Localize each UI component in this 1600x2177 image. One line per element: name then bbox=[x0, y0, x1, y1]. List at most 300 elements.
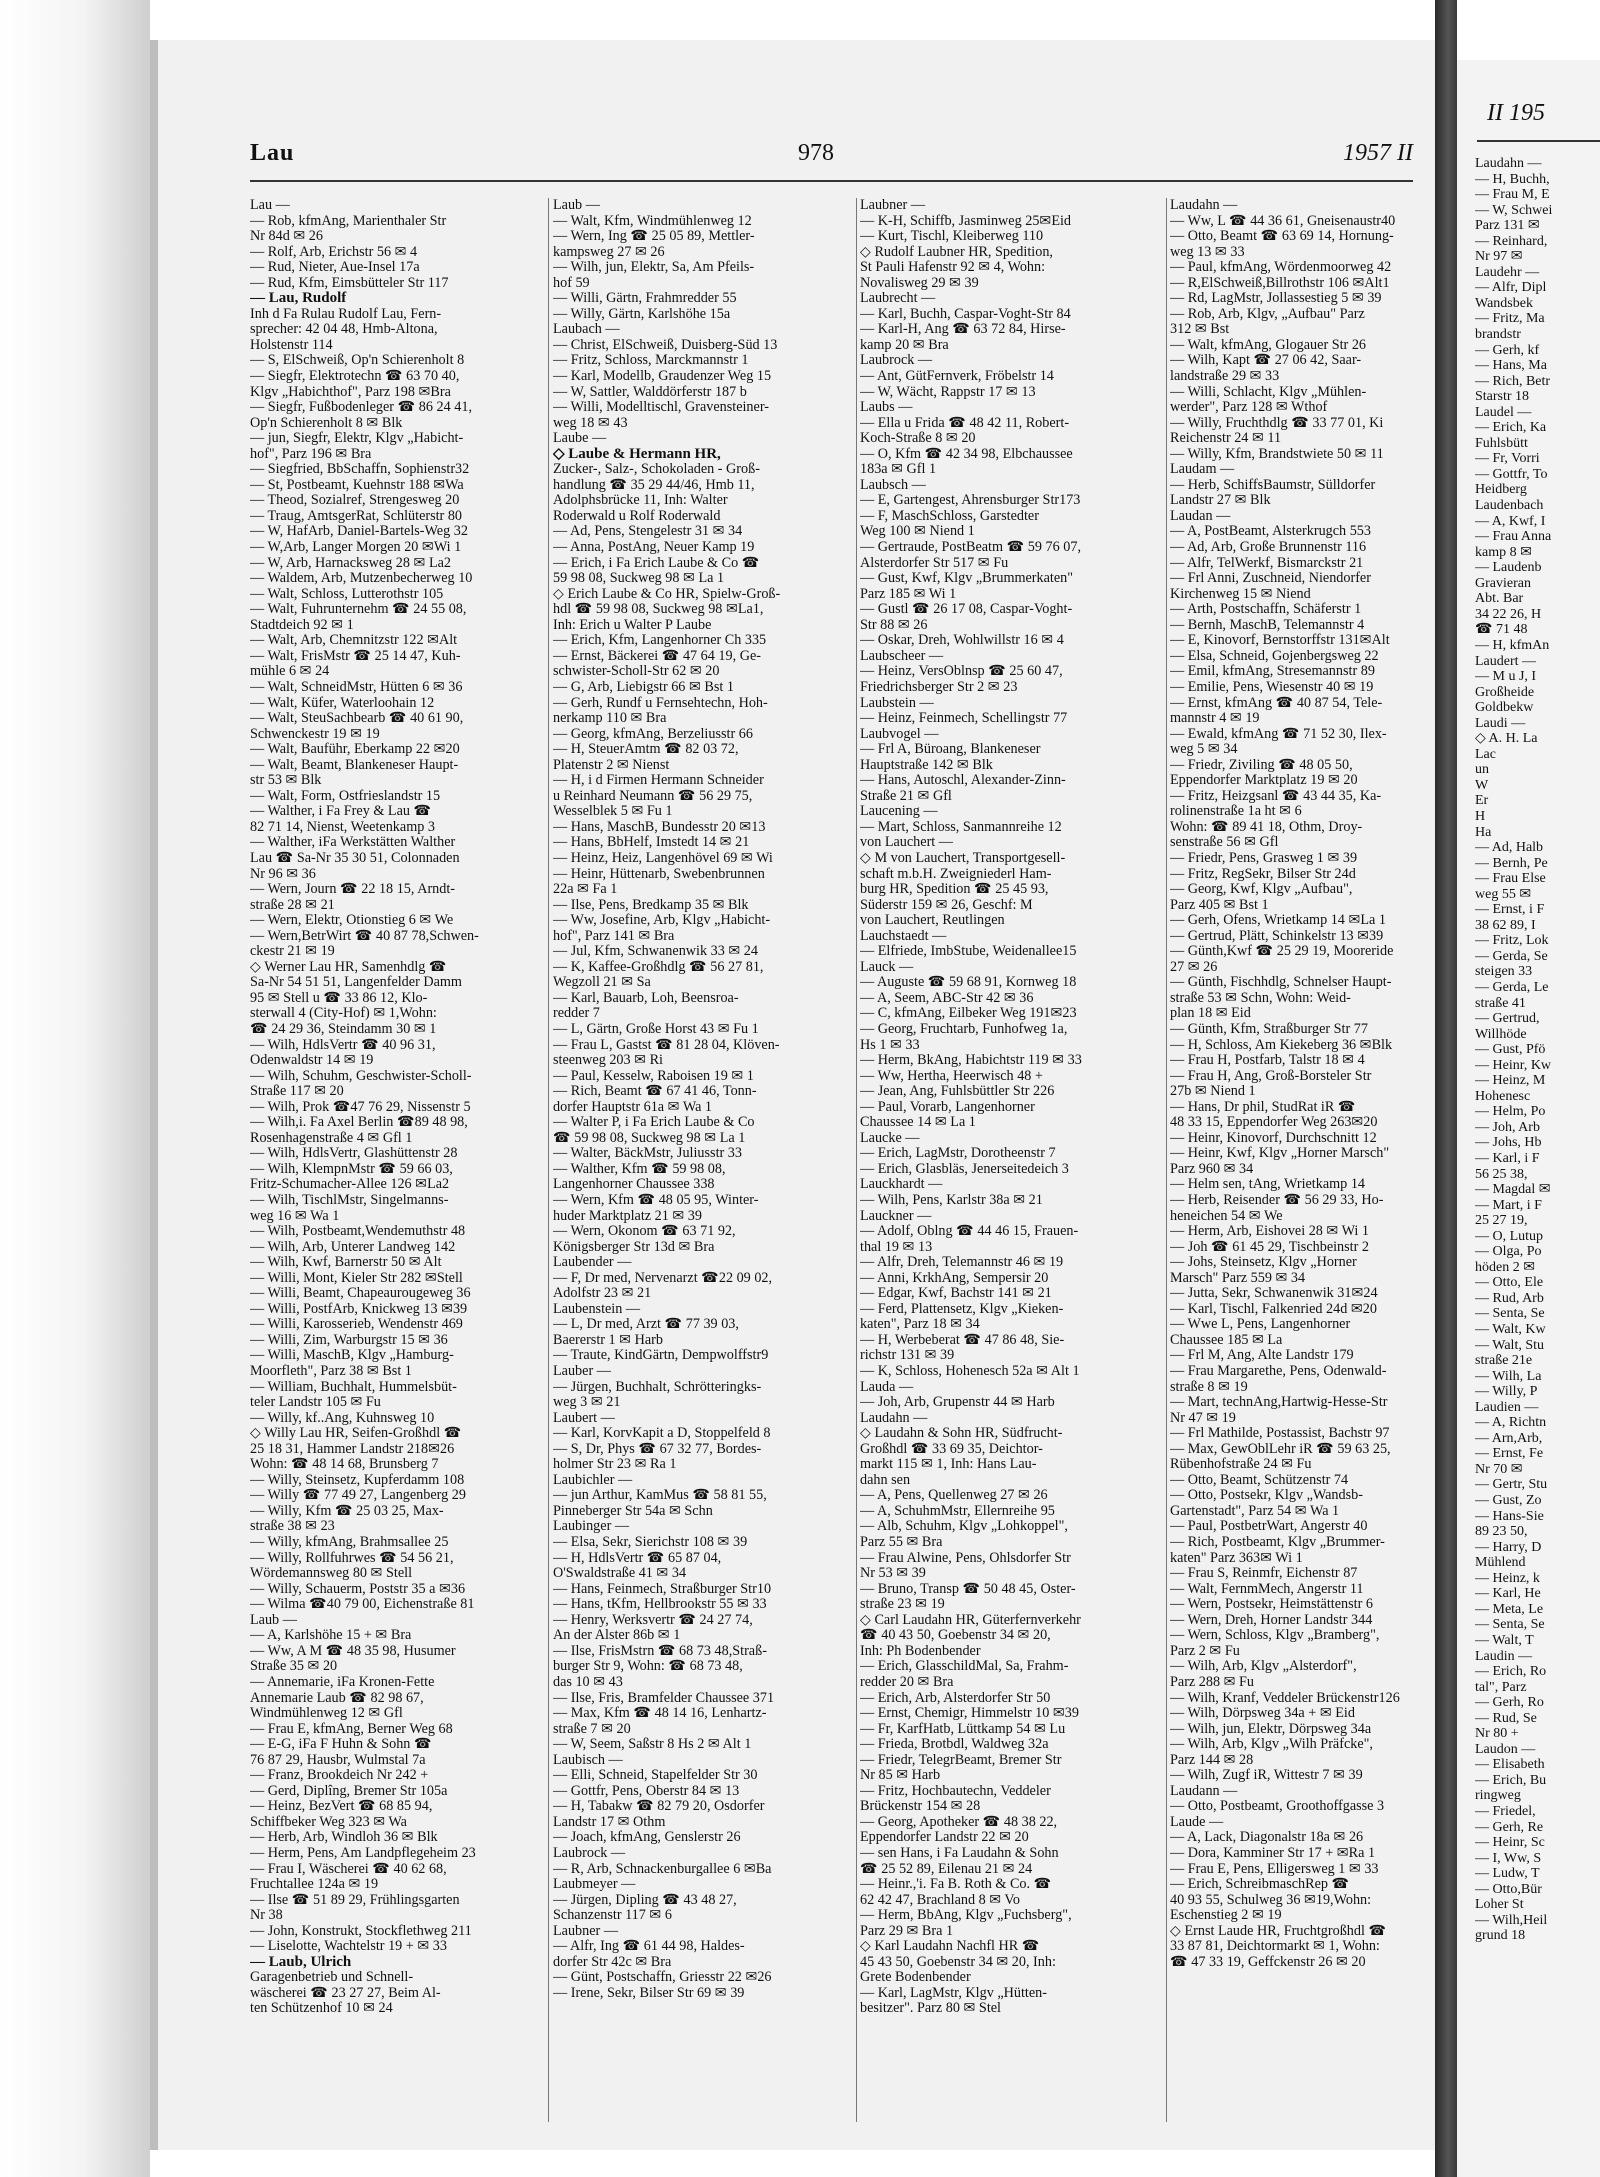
directory-entry-line: Lau — bbox=[250, 198, 290, 213]
directory-entry-line: ◇ Laudahn & Sohn HR, Südfrucht- bbox=[860, 1425, 1063, 1442]
facing-entry-line: Goldbekw bbox=[1475, 700, 1534, 716]
facing-entry-line: — Gertr, Stu bbox=[1475, 1477, 1548, 1493]
directory-entry-line: — H, Schloss, Am Kiekeberg 36 ✉Blk bbox=[1170, 1036, 1393, 1053]
directory-entry-line: Laubvogel — bbox=[860, 725, 939, 742]
directory-entry-line: richstr 131 ✉ 39 bbox=[860, 1347, 955, 1364]
directory-entry-line: — Otto, Beamt ☎ 63 69 14, Hornung- bbox=[1170, 228, 1394, 245]
directory-entry-line: — Ww, Josefine, Arb, Klgv „Habicht- bbox=[553, 912, 771, 929]
facing-entry-line: Gravieran bbox=[1475, 575, 1531, 591]
directory-entry-line: Str 88 ✉ 26 bbox=[860, 616, 928, 633]
directory-entry-line: — H, SteuerAmtm ☎ 82 03 72, bbox=[553, 741, 739, 758]
directory-entry-line: — Heinz, VersOblnsp ☎ 25 60 47, bbox=[860, 663, 1063, 680]
directory-entry-line: — Walt, SteuSachbearb ☎ 40 61 90, bbox=[250, 710, 464, 727]
directory-entry-line: — Frau E, kfmAng, Berner Weg 68 bbox=[250, 1720, 453, 1737]
directory-entry-line: Nr 85 ✉ Harb bbox=[860, 1767, 941, 1784]
facing-entry-line: 34 22 26, H bbox=[1475, 606, 1542, 622]
directory-entry-line: Hauptstraße 142 ✉ Blk bbox=[860, 756, 993, 773]
directory-entry-line: ◇ Werner Lau HR, Samenhdlg ☎ bbox=[250, 958, 447, 975]
directory-entry-line: Laubender — bbox=[553, 1254, 632, 1271]
directory-entry-line: — Willy, Kfm ☎ 25 03 25, Max- bbox=[250, 1502, 444, 1519]
directory-entry-line: — Paul, Kesselw, Raboisen 19 ✉ 1 bbox=[553, 1067, 754, 1084]
directory-entry-line: — Willy, Kfm, Brandstwiete 50 ✉ 11 bbox=[1170, 445, 1384, 462]
directory-entry-line: — Ferd, Plattensetz, Klgv „Kieken- bbox=[860, 1300, 1064, 1317]
directory-entry-line: — H, Tabakw ☎ 82 79 20, Osdorfer bbox=[553, 1798, 765, 1815]
directory-entry-line: weg 5 ✉ 34 bbox=[1170, 741, 1238, 758]
facing-entry-line: — Meta, Le bbox=[1475, 1601, 1544, 1617]
directory-entry-line: Fruchtallee 124a ✉ 19 bbox=[250, 1876, 379, 1893]
directory-entry-line: — Alfr, TelWerkf, Bismarckstr 21 bbox=[1170, 554, 1364, 571]
directory-entry-line: — A, Karlshöhe 15 + ✉ Bra bbox=[250, 1627, 412, 1644]
facing-entry-line: Nr 80 + bbox=[1475, 1726, 1519, 1742]
directory-entry-line: — Hans, Feinmech, Straßburger Str10 bbox=[553, 1580, 772, 1597]
directory-entry-line: — Ewald, kfmAng ☎ 71 52 30, Ilex- bbox=[1170, 725, 1387, 742]
directory-entry-line: — Frl Mathilde, Postassist, Bachstr 97 bbox=[1170, 1425, 1390, 1442]
directory-entry-line: — Wern, Journ ☎ 22 18 15, Arndt- bbox=[250, 881, 456, 898]
directory-entry-line: straße 23 ✉ 19 bbox=[860, 1596, 945, 1613]
directory-entry-line: — Karl-H, Ang ☎ 63 72 84, Hirse- bbox=[860, 321, 1066, 338]
facing-entry-line: — Walt, T bbox=[1475, 1632, 1534, 1648]
directory-entry-line: — Herm, BkAng, Habichtstr 119 ✉ 33 bbox=[860, 1052, 1082, 1069]
directory-entry-line: Laubichler — bbox=[553, 1471, 633, 1488]
directory-entry-line: — Jul, Kfm, Schwanenwik 33 ✉ 24 bbox=[553, 943, 758, 960]
directory-entry-line: sterwall 4 (City-Hof) ✉ 1,Wohn: bbox=[250, 1005, 437, 1022]
facing-entry-line: — Elisabeth bbox=[1475, 1757, 1545, 1773]
facing-entry-line: — Heinz, k bbox=[1475, 1570, 1540, 1586]
directory-entry-line: holmer Str 23 ✉ Ra 1 bbox=[553, 1456, 677, 1473]
directory-entry-line: straße 8 ✉ 19 bbox=[1170, 1378, 1248, 1395]
directory-entry-line: — Friedr, TelegrBeamt, Bremer Str bbox=[860, 1751, 1062, 1768]
directory-entry-line: Parz 185 ✉ Wi 1 bbox=[860, 585, 957, 602]
directory-entry-line: Lauber — bbox=[553, 1363, 611, 1380]
directory-entry-line: — Christ, ElSchweiß, Duisberg-Süd 13 bbox=[553, 336, 778, 353]
page-number: 978 bbox=[798, 140, 834, 166]
directory-entry-line: — Hans, tKfm, Hellbrookstr 55 ✉ 33 bbox=[553, 1596, 767, 1613]
directory-entry-line: — Mart, Schloss, Sanmannreihe 12 bbox=[860, 818, 1062, 835]
directory-entry-line: — Willy, Schauerm, Poststr 35 a ✉36 bbox=[250, 1580, 466, 1597]
facing-entry-line: — Erich, Ro bbox=[1475, 1664, 1547, 1680]
directory-entry-line: ☎ 40 43 50, Goebenstr 34 ✉ 20, bbox=[860, 1627, 1051, 1644]
directory-entry-line: Alsterdorfer Str 517 ✉ Fu bbox=[860, 554, 1009, 571]
directory-entry-line: — Willi, MaschB, Klgv „Hamburg- bbox=[250, 1347, 454, 1364]
directory-entry-line: — Walther, Kfm ☎ 59 98 08, bbox=[553, 1160, 726, 1177]
directory-entry-line: — Wilh, Schuhm, Geschwister-Scholl- bbox=[250, 1067, 472, 1084]
directory-entry-line: Parz 144 ✉ 28 bbox=[1170, 1751, 1254, 1768]
directory-entry-line: — Wern, Postsekr, Heimstättenstr 6 bbox=[1170, 1596, 1373, 1613]
directory-entry-line: — Laub, Ulrich bbox=[250, 1953, 352, 1970]
directory-entry-line: — Jean, Ang, Fuhlsbüttler Str 226 bbox=[860, 1083, 1055, 1100]
directory-entry-line: — Rd, LagMstr, Jollassestieg 5 ✉ 39 bbox=[1170, 290, 1382, 307]
column-divider bbox=[548, 198, 549, 2122]
directory-entry-line: — Jürgen, Dipling ☎ 43 48 27, bbox=[553, 1891, 737, 1908]
directory-entry-line: — Elli, Schneid, Stapelfelder Str 30 bbox=[553, 1767, 758, 1784]
directory-entry-line: Parz 960 ✉ 34 bbox=[1170, 1160, 1254, 1177]
directory-entry-line: 48 33 15, Eppendorfer Weg 263✉20 bbox=[1170, 1114, 1378, 1131]
directory-entry-line: — Ant, GütFernverk, Fröbelstr 14 bbox=[860, 368, 1054, 385]
directory-entry-line: ☎ 47 33 19, Geffckenstr 26 ✉ 20 bbox=[1170, 1953, 1366, 1970]
directory-entry-line: — Fr, KarfHatb, Lüttkamp 54 ✉ Lu bbox=[860, 1720, 1066, 1737]
directory-entry-line: Eppendorfer Marktplatz 19 ✉ 20 bbox=[1170, 772, 1358, 789]
directory-entry-line: — Wilh, Kwf, Barnerstr 50 ✉ Alt bbox=[250, 1254, 442, 1271]
directory-entry-line: Adolfstr 23 ✉ 21 bbox=[553, 1285, 652, 1302]
directory-entry-line: — Wern, Elektr, Otionstieg 6 ✉ We bbox=[250, 912, 454, 929]
directory-entry-line: Rosenhagenstraße 4 ✉ Gfl 1 bbox=[250, 1129, 413, 1146]
directory-entry-line: — W, Wächt, Rappstr 17 ✉ 13 bbox=[860, 383, 1036, 400]
directory-entry-line: — Theod, Sozialref, Strengesweg 20 bbox=[250, 492, 460, 509]
directory-entry-line: — Otto, Postbeamt, Groothoffgasse 3 bbox=[1170, 1798, 1385, 1815]
directory-entry-line: — Heinr, Kwf, Klgv „Horner Marsch" bbox=[1170, 1145, 1390, 1162]
directory-entry-line: — Friedr, Pens, Grasweg 1 ✉ 39 bbox=[1170, 849, 1358, 866]
facing-entry-line: — Mart, i F bbox=[1475, 1197, 1542, 1213]
directory-entry-line: — Wilh, Dörpsweg 34a + ✉ Eid bbox=[1170, 1705, 1355, 1722]
directory-entry-line: Parz 55 ✉ Bra bbox=[860, 1534, 943, 1551]
directory-entry-line: — Hans, Autoschl, Alexander-Zinn- bbox=[860, 772, 1066, 789]
facing-entry-line: — H, kfmAn bbox=[1475, 637, 1550, 653]
directory-entry-line: — R, Arb, Schnackenburgallee 6 ✉Ba bbox=[553, 1860, 772, 1877]
directory-entry-line: — Willi, Karosserieb, Wendenstr 469 bbox=[250, 1316, 463, 1333]
directory-entry-line: werder", Parz 128 ✉ Wthof bbox=[1170, 399, 1328, 416]
directory-entry-line: von Lauchert — bbox=[860, 834, 953, 851]
directory-entry-line: ◇ Karl Laudahn Nachfl HR ☎ bbox=[860, 1938, 1040, 1955]
directory-entry-line: — Gerh, Rundf u Fernsehtechn, Hoh- bbox=[553, 694, 768, 711]
directory-entry-line: ◇ Willy Lau HR, Seifen-Großhdl ☎ bbox=[250, 1425, 462, 1442]
directory-entry-line: schwister-Scholl-Str 62 ✉ 20 bbox=[553, 663, 720, 680]
directory-entry-line: ckestr 21 ✉ 19 bbox=[250, 943, 335, 960]
directory-entry-line: — Alfr, Dreh, Telemannstr 46 ✉ 19 bbox=[860, 1254, 1064, 1271]
directory-entry-line: — Ernst, kfmAng ☎ 40 87 54, Tele- bbox=[1170, 694, 1383, 711]
facing-entry-line: brandstr bbox=[1475, 327, 1521, 343]
facing-entry-line: — Gertrud, bbox=[1475, 1011, 1540, 1027]
facing-entry-line: Großheide bbox=[1475, 684, 1535, 700]
directory-entry-line: Eppendorfer Landstr 22 ✉ 20 bbox=[860, 1829, 1029, 1846]
facing-entry-line: Starstr 18 bbox=[1475, 389, 1530, 405]
directory-entry-line: — Wilh, Postbeamt,Wendemuthstr 48 bbox=[250, 1223, 466, 1240]
directory-entry-line: — jun Arthur, KamMus ☎ 58 81 55, bbox=[553, 1487, 767, 1504]
directory-entry-line: — Frau Margarethe, Pens, Odenwald- bbox=[1170, 1363, 1387, 1380]
directory-entry-line: Langenhorner Chaussee 338 bbox=[553, 1176, 715, 1193]
facing-entry-line: — Johs, Hb bbox=[1475, 1135, 1542, 1151]
facing-entry-line: — Ernst, Fe bbox=[1475, 1446, 1544, 1462]
directory-entry-line: — Günth, Kfm, Straßburger Str 77 bbox=[1170, 1020, 1368, 1037]
directory-entry-line: — Walt, Arb, Chemnitzstr 122 ✉Alt bbox=[250, 632, 458, 649]
directory-entry-line: — Wern, Schloss, Klgv „Bramberg", bbox=[1170, 1627, 1380, 1644]
directory-entry-line: landstraße 29 ✉ 33 bbox=[1170, 368, 1280, 385]
directory-entry-line: Lau ☎ Sa-Nr 35 30 51, Colonnaden bbox=[250, 849, 460, 866]
facing-entry-line: Laudahn — bbox=[1475, 156, 1542, 171]
directory-entry-line: — Willy ☎ 77 49 27, Langenberg 29 bbox=[250, 1487, 466, 1504]
directory-entry-line: Schiffbeker Weg 323 ✉ Wa bbox=[250, 1813, 407, 1830]
directory-entry-line: — Dora, Kamminer Str 17 + ✉Ra 1 bbox=[1170, 1844, 1376, 1861]
directory-entry-line: — Heinz, Feinmech, Schellingstr 77 bbox=[860, 710, 1068, 727]
facing-entry-line: — Gerda, Se bbox=[1475, 948, 1548, 964]
directory-entry-line: — Georg, Fruchtarb, Funhofweg 1a, bbox=[860, 1020, 1068, 1037]
directory-entry-line: Wegzoll 21 ✉ Sa bbox=[553, 974, 651, 991]
facing-entry-line: Laudenbach bbox=[1475, 498, 1544, 514]
directory-entry-line: — F, Dr med, Nervenarzt ☎22 09 02, bbox=[553, 1269, 773, 1286]
directory-entry-line: — Johs, Steinsetz, Klgv „Horner bbox=[1170, 1254, 1357, 1271]
directory-entry-line: — Liselotte, Wachtelstr 19 + ✉ 33 bbox=[250, 1938, 447, 1955]
directory-entry-line: weg 13 ✉ 33 bbox=[1170, 243, 1245, 260]
directory-entry-line: — Ad, Arb, Große Brunnenstr 116 bbox=[1170, 539, 1367, 556]
directory-entry-line: — Rob, Arb, Klgv, „Aufbau" Parz bbox=[1170, 305, 1365, 322]
facing-entry-line: Laudin — bbox=[1475, 1648, 1533, 1664]
directory-entry-line: — Anni, KrkhAng, Sempersir 20 bbox=[860, 1269, 1049, 1286]
directory-entry-line: — Herb, Reisender ☎ 56 29 33, Ho- bbox=[1170, 1192, 1384, 1208]
directory-entry-line: Gartenstadt", Parz 54 ✉ Wa 1 bbox=[1170, 1502, 1340, 1519]
directory-entry-line: — O, Kfm ☎ 42 34 98, Elbchaussee bbox=[860, 445, 1073, 462]
facing-entry-line: — W, Schwei bbox=[1475, 202, 1553, 218]
directory-entry-line: Parz 29 ✉ Bra 1 bbox=[860, 1922, 954, 1939]
directory-entry-line: — Arth, Postschaffn, Schäferstr 1 bbox=[1170, 601, 1362, 618]
directory-entry-line: — Annemarie, iFa Kronen-Fette bbox=[250, 1673, 435, 1690]
directory-entry-line: O'Swaldstraße 41 ✉ 34 bbox=[553, 1565, 687, 1582]
directory-entry-line: — Rud, Nieter, Aue-Insel 17a bbox=[250, 259, 420, 276]
facing-entry-line: Loher St bbox=[1475, 1897, 1524, 1913]
facing-entry-line: 38 62 89, I bbox=[1475, 917, 1536, 933]
directory-entry-line: — Karl, Buchh, Caspar-Voght-Str 84 bbox=[860, 305, 1071, 322]
directory-entry-line: redder 20 ✉ Bra bbox=[860, 1673, 954, 1690]
directory-entry-line: — Willi, Schlacht, Klgv „Mühlen- bbox=[1170, 383, 1367, 400]
directory-entry-line: sprecher: 42 04 48, Hmb-Altona, bbox=[250, 321, 438, 338]
directory-entry-line: — Wilh, Arb, Klgv „Wilh Präfcke", bbox=[1170, 1736, 1373, 1753]
facing-entry-line: — Walt, Kw bbox=[1475, 1322, 1546, 1338]
directory-entry-line: — K, Kaffee-Großhdlg ☎ 56 27 81, bbox=[553, 958, 764, 975]
directory-entry-line: — Wilh, Arb, Unterer Landweg 142 bbox=[250, 1238, 456, 1255]
directory-entry-line: — Ilse, FrisMstrn ☎ 68 73 48,Straß- bbox=[553, 1642, 767, 1659]
facing-entry-line: Wandsbek bbox=[1475, 295, 1533, 311]
directory-entry-line: Laubisch — bbox=[553, 1751, 623, 1768]
facing-entry-line: — Karl, i F bbox=[1475, 1151, 1540, 1166]
directory-entry-line: huder Marktplatz 21 ✉ 39 bbox=[553, 1207, 702, 1224]
facing-entry-line: — Ad, Halb bbox=[1475, 840, 1544, 856]
facing-entry-line: — Gerh, Re bbox=[1475, 1819, 1544, 1835]
directory-entry-line: — Georg, Apotheker ☎ 48 38 22, bbox=[860, 1813, 1058, 1830]
directory-entry-line: weg 16 ✉ Wa 1 bbox=[250, 1207, 340, 1224]
directory-entry-line: — Emil, kfmAng, Stresemannstr 89 bbox=[1170, 663, 1375, 680]
facing-entry-line: Lac bbox=[1475, 746, 1496, 762]
facing-entry-line: Abt. Bar bbox=[1475, 591, 1524, 607]
directory-entry-line: — Wilh,i. Fa Axel Berlin ☎89 48 98, bbox=[250, 1114, 468, 1131]
directory-entry-line: — Walt, Schloss, Lutterothstr 105 bbox=[250, 585, 444, 602]
directory-entry-line: — Helm sen, tAng, Wrietkamp 14 bbox=[1170, 1176, 1366, 1193]
facing-entry-line: — Helm, Po bbox=[1475, 1104, 1546, 1120]
facing-entry-line: — A, Kwf, I bbox=[1475, 513, 1546, 529]
directory-entry-line: — Ilse ☎ 51 89 29, Frühlingsgarten bbox=[250, 1891, 460, 1908]
directory-entry-line: — Willi, Zim, Warburgstr 15 ✉ 36 bbox=[250, 1331, 448, 1348]
facing-entry-line: — Fritz, Lok bbox=[1475, 933, 1549, 949]
directory-entry-line: Chaussee 185 ✉ La bbox=[1170, 1331, 1283, 1348]
directory-entry-line: straße 28 ✉ 21 bbox=[250, 896, 335, 913]
directory-entry-line: Lauchstaedt — bbox=[860, 927, 947, 944]
directory-entry-line: Inh: Erich u Walter P Laube bbox=[553, 616, 712, 633]
directory-entry-line: 312 ✉ Bst bbox=[1170, 321, 1230, 338]
directory-entry-line: — Erich, Glasbläs, Jenerseitedeich 3 bbox=[860, 1160, 1069, 1177]
directory-entry-line: Lauck — bbox=[860, 958, 914, 975]
directory-entry-line: — Wilh, Pens, Karlstr 38a ✉ 21 bbox=[860, 1192, 1043, 1208]
directory-entry-line: ten Schützenhof 10 ✉ 24 bbox=[250, 2000, 393, 2017]
directory-entry-line: — Wilh, jun, Elektr, Sa, Am Pfeils- bbox=[553, 259, 755, 276]
directory-entry-line: 82 71 14, Nienst, Weetenkamp 3 bbox=[250, 818, 435, 835]
directory-entry-line: Nr 53 ✉ 39 bbox=[860, 1565, 926, 1582]
directory-entry-line: — Wilh, jun, Elektr, Dörpsweg 34a bbox=[1170, 1720, 1372, 1737]
directory-entry-line: Klgv „Habichthof", Parz 198 ✉Bra bbox=[250, 383, 451, 400]
directory-entry-line: Straße 117 ✉ 20 bbox=[250, 1083, 344, 1100]
facing-entry-line: H bbox=[1475, 808, 1486, 824]
directory-entry-line: — Gottfr, Pens, Oberstr 84 ✉ 13 bbox=[553, 1782, 740, 1799]
facing-entry-line: Heidberg bbox=[1475, 482, 1527, 498]
facing-entry-line: Er bbox=[1475, 793, 1489, 809]
facing-entry-line: — I, Ww, S bbox=[1475, 1850, 1542, 1866]
directory-entry-line: Grete Bodenbender bbox=[860, 1969, 971, 1986]
directory-entry-line: — Elsa, Schneid, Gojenbergsweg 22 bbox=[1170, 647, 1379, 664]
directory-entry-line: — Willi, PostfArb, Knickweg 13 ✉39 bbox=[250, 1300, 468, 1317]
directory-entry-line: — Wilh, KlempnMstr ☎ 59 66 03, bbox=[250, 1160, 453, 1177]
directory-entry-line: — Henry, Werksvertr ☎ 24 27 74, bbox=[553, 1611, 753, 1628]
directory-entry-line: Parz 2 ✉ Fu bbox=[1170, 1642, 1240, 1659]
directory-entry-line: besitzer". Parz 80 ✉ Stel bbox=[860, 2000, 1001, 2017]
directory-entry-line: — Frau Alwine, Pens, Ohlsdorfer Str bbox=[860, 1549, 1071, 1566]
facing-entry-line: ringweg bbox=[1475, 1788, 1521, 1804]
directory-entry-line: Laucke — bbox=[860, 1129, 920, 1146]
facing-entry-line: — Senta, Se bbox=[1475, 1306, 1545, 1322]
directory-entry-line: — Joach, kfmAng, Genslerstr 26 bbox=[553, 1829, 741, 1846]
facing-entry-line: — Laudenb bbox=[1475, 560, 1542, 576]
directory-entry-line: — Rich, Postbeamt, Klgv „Brummer- bbox=[1170, 1534, 1385, 1551]
facing-entry-line: — Walt, Stu bbox=[1475, 1337, 1545, 1353]
facing-entry-line: Mühlend bbox=[1475, 1555, 1526, 1571]
directory-entry-line: Inh: Ph Bodenbender bbox=[860, 1642, 981, 1659]
directory-entry-line: — Adolf, Oblng ☎ 44 46 15, Frauen- bbox=[860, 1223, 1079, 1240]
directory-entry-line: — S, Dr, Phys ☎ 67 32 77, Bordes- bbox=[553, 1440, 762, 1457]
facing-entry-line: — Otto,Bür bbox=[1475, 1881, 1542, 1897]
facing-entry-line: — Hans, Ma bbox=[1475, 358, 1547, 374]
directory-entry-line: Reichenstr 24 ✉ 11 bbox=[1170, 430, 1282, 447]
facing-entry-line: 56 25 38, bbox=[1475, 1166, 1528, 1182]
directory-entry-line: — Gertrud, Plätt, Schinkelstr 13 ✉39 bbox=[1170, 927, 1384, 944]
directory-entry-line: — Frau H, Ang, Groß-Borsteler Str bbox=[1170, 1067, 1372, 1084]
directory-entry-line: — Walt, FrisMstr ☎ 25 14 47, Kuh- bbox=[250, 647, 461, 664]
directory-entry-line: Nr 38 bbox=[250, 1907, 283, 1924]
facing-entry-line: — Hans-Sie bbox=[1475, 1508, 1544, 1524]
facing-entry-line: tal", Parz bbox=[1475, 1679, 1527, 1695]
directory-entry-line: — Wilh, TischlMstr, Singelmanns- bbox=[250, 1192, 449, 1208]
facing-entry-line: Hohenesc bbox=[1475, 1088, 1531, 1104]
directory-entry-line: — Frl M, Ang, Alte Landstr 179 bbox=[1170, 1347, 1354, 1364]
directory-entry-line: — Frl A, Büroang, Blankeneser bbox=[860, 741, 1041, 758]
directory-entry-line: St Pauli Hafenstr 92 ✉ 4, Wohn: bbox=[860, 259, 1046, 276]
directory-entry-line: Parz 288 ✉ Fu bbox=[1170, 1673, 1255, 1690]
directory-entry-line: ◇ Erich Laube & Co HR, Spielw-Groß- bbox=[553, 585, 781, 602]
directory-entry-line: — W, Seem, Saßstr 8 Hs 2 ✉ Alt 1 bbox=[553, 1736, 752, 1753]
directory-entry-line: str 53 ✉ Blk bbox=[250, 772, 322, 789]
facing-entry-line: — Senta, Se bbox=[1475, 1617, 1545, 1633]
directory-entry-line: schaft m.b.H. Zweigniederl Ham- bbox=[860, 865, 1052, 882]
directory-entry-line: — Herm, BbAng, Klgv „Fuchsberg", bbox=[860, 1907, 1072, 1924]
directory-entry-line: 33 87 81, Deichtormarkt ✉ 1, Wohn: bbox=[1170, 1938, 1380, 1955]
directory-entry-line: Laudahn — bbox=[860, 1409, 928, 1426]
facing-header-rule bbox=[1477, 140, 1600, 142]
directory-entry-line: Wesselblek 5 ✉ Fu 1 bbox=[553, 803, 673, 820]
directory-entry-line: ◇ Laube & Hermann HR, bbox=[553, 445, 721, 462]
directory-entry-line: kamp 20 ✉ Bra bbox=[860, 336, 949, 353]
book-spine bbox=[1435, 0, 1457, 2177]
directory-entry-line: Lauda — bbox=[860, 1378, 914, 1395]
directory-entry-line: Laubach — bbox=[553, 321, 620, 338]
directory-entry-line: — Heinr.,'i. Fa B. Roth & Co. ☎ bbox=[860, 1876, 1052, 1893]
directory-entry-line: Laubstein — bbox=[860, 694, 934, 711]
directory-entry-line: Nr 84d ✉ 26 bbox=[250, 228, 323, 245]
directory-entry-line: Moorfleth", Parz 38 ✉ Bst 1 bbox=[250, 1363, 412, 1380]
directory-entry-line: — Walther, i Fa Frey & Lau ☎ bbox=[250, 803, 432, 820]
facing-entry-line: kamp 8 ✉ bbox=[1475, 544, 1532, 560]
directory-entry-line: — Herm, Pens, Am Landpflegeheim 23 bbox=[250, 1844, 476, 1861]
directory-entry-line: Straße 21 ✉ Gfl bbox=[860, 787, 952, 804]
directory-entry-line: Holstenstr 114 bbox=[250, 336, 333, 353]
directory-entry-line: — E-G, iFa F Huhn & Sohn ☎ bbox=[250, 1736, 432, 1753]
directory-entry-line: kampsweg 27 ✉ 26 bbox=[553, 243, 665, 260]
directory-entry-line: hdl ☎ 59 98 08, Suckweg 98 ✉La1, bbox=[553, 601, 764, 618]
directory-entry-line: — Erich, Arb, Alsterdorfer Str 50 bbox=[860, 1689, 1051, 1706]
directory-entry-line: Landstr 27 ✉ Blk bbox=[1170, 492, 1271, 509]
facing-entry-line: 25 27 19, bbox=[1475, 1213, 1528, 1229]
directory-entry-line: — Siegfried, BbSchaffn, Sophienstr32 bbox=[250, 461, 470, 478]
directory-entry-line: — W, Arb, Harnacksweg 28 ✉ La2 bbox=[250, 554, 452, 571]
directory-entry-line: — Karl, Tischl, Falkenried 24d ✉20 bbox=[1170, 1300, 1377, 1317]
facing-entry-line: Nr 70 ✉ bbox=[1475, 1461, 1523, 1477]
directory-entry-line: 62 42 47, Brachland 8 ✉ Vo bbox=[860, 1891, 1020, 1908]
directory-entry-line: — Hans, Dr phil, StudRat iR ☎ bbox=[1170, 1098, 1356, 1115]
directory-entry-line: — Siegfr, Fußbodenleger ☎ 86 24 41, bbox=[250, 399, 473, 416]
directory-entry-line: — Siegfr, Elektrotechn ☎ 63 70 40, bbox=[250, 368, 460, 385]
directory-entry-line: — Willy, Steinsetz, Kupferdamm 108 bbox=[250, 1471, 465, 1488]
directory-entry-line: — E, Kinovorf, Bernstorffstr 131✉Alt bbox=[1170, 632, 1390, 649]
facing-entry-line: — Rud, Arb bbox=[1475, 1290, 1544, 1306]
directory-entry-line: — Willy, Rollfuhrwes ☎ 54 56 21, bbox=[250, 1549, 454, 1566]
left-binding-gutter bbox=[0, 0, 150, 2177]
facing-entry-line: — O, Lutup bbox=[1475, 1228, 1544, 1244]
year-volume: 1957 II bbox=[1343, 140, 1413, 166]
directory-entry-line: — H, i d Firmen Hermann Schneider bbox=[553, 772, 764, 789]
directory-entry-line: — E, Gartengest, Ahrensburger Str173 bbox=[860, 492, 1081, 509]
directory-entry-line: Marsch" Parz 559 ✉ 34 bbox=[1170, 1269, 1306, 1286]
directory-entry-line: Laude — bbox=[1170, 1813, 1224, 1830]
directory-entry-line: — Willi, Beamt, Chapeaurougeweg 36 bbox=[250, 1285, 471, 1302]
directory-entry-line: — Frau L, Gastst ☎ 81 28 04, Klöven- bbox=[553, 1036, 780, 1053]
facing-entry-line: Laudien — bbox=[1475, 1399, 1539, 1415]
directory-entry-line: Fritz-Schumacher-Allee 126 ✉La2 bbox=[250, 1176, 450, 1193]
facing-entry-line: — A, Richtn bbox=[1475, 1415, 1547, 1431]
directory-entry-line: — Franz, Brookdeich Nr 242 + bbox=[250, 1767, 429, 1784]
directory-entry-line: ☎ 24 29 36, Steindamm 30 ✉ 1 bbox=[250, 1020, 437, 1037]
directory-entry-line: ☎ 59 98 08, Suckweg 98 ✉ La 1 bbox=[553, 1129, 746, 1146]
facing-entry-line: weg 55 ✉ bbox=[1475, 886, 1532, 902]
directory-entry-line: — Friedr, Ziviling ☎ 48 05 50, bbox=[1170, 756, 1353, 773]
facing-entry-line: — Ernst, i F bbox=[1475, 902, 1545, 918]
directory-entry-line: Hs 1 ✉ 33 bbox=[860, 1036, 920, 1053]
directory-entry-line: Laubert — bbox=[553, 1409, 615, 1426]
directory-entry-line: Wohn: ☎ 89 41 18, Othm, Droy- bbox=[1170, 818, 1363, 835]
directory-entry-line: — A, SchuhmMstr, Ellernreihe 95 bbox=[860, 1502, 1055, 1519]
column-divider bbox=[1166, 198, 1167, 2122]
directory-entry-line: Laudahn — bbox=[1170, 198, 1238, 213]
directory-entry-line: u Reinhard Neumann ☎ 56 29 75, bbox=[553, 787, 753, 804]
directory-entry-line: 95 ✉ Stell u ☎ 33 86 12, Klo- bbox=[250, 989, 428, 1006]
directory-entry-line: Schanzenstr 117 ✉ 6 bbox=[553, 1907, 672, 1924]
directory-entry-line: — sen Hans, i Fa Laudahn & Sohn bbox=[860, 1844, 1059, 1861]
directory-entry-line: — Ww, A M ☎ 48 35 98, Husumer bbox=[250, 1642, 456, 1659]
directory-entry-line: — Fritz, RegSekr, Bilser Str 24d bbox=[1170, 865, 1356, 882]
directory-entry-line: — Wilh, HdlsVertr ☎ 40 96 31, bbox=[250, 1036, 436, 1053]
directory-entry-line: — Jutta, Sekr, Schwanenwik 31✉24 bbox=[1170, 1285, 1378, 1302]
